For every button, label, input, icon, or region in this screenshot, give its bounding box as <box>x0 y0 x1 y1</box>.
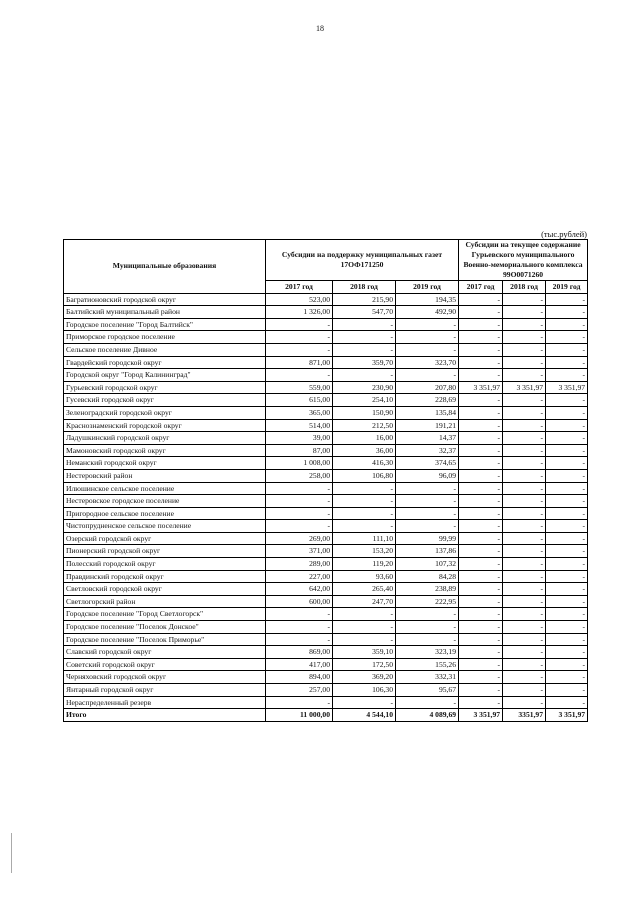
municipality-name: Черняховский городской округ <box>64 671 266 684</box>
subsidy-value: - <box>546 495 588 508</box>
subsidy-value: - <box>459 558 503 571</box>
subsidy-value: 871,00 <box>266 356 333 369</box>
subsidy-value: - <box>333 520 396 533</box>
subsidy-value: - <box>459 495 503 508</box>
subsidy-value: - <box>396 621 459 634</box>
subsidy-value: - <box>459 696 503 709</box>
municipality-name: Городской округ "Город Калининград" <box>64 369 266 382</box>
subsidy-value: - <box>546 318 588 331</box>
subsidy-value: 172,50 <box>333 658 396 671</box>
municipality-name: Зеленоградский городской округ <box>64 406 266 419</box>
subsidy-value: - <box>459 318 503 331</box>
subsidy-value: 1 326,00 <box>266 306 333 319</box>
subsidy-value: - <box>266 482 333 495</box>
municipality-name: Гвардейский городской округ <box>64 356 266 369</box>
table-row <box>64 444 588 457</box>
table-row <box>64 469 588 482</box>
total-row <box>64 709 588 722</box>
subsidy-value: 230,90 <box>333 381 396 394</box>
subsidy-value: - <box>546 507 588 520</box>
municipality-name: Багратионовский городской округ <box>64 293 266 306</box>
subsidy-value: - <box>503 507 546 520</box>
subsidy-value: - <box>459 595 503 608</box>
subsidy-value: - <box>546 570 588 583</box>
subsidy-value: 228,69 <box>396 394 459 407</box>
subsidy-value: 119,20 <box>333 558 396 571</box>
subsidy-value: 642,00 <box>266 583 333 596</box>
table-row <box>64 394 588 407</box>
table-row <box>64 507 588 520</box>
table-row <box>64 583 588 596</box>
subsidy-value: 269,00 <box>266 532 333 545</box>
subsidy-value: - <box>503 469 546 482</box>
table-row <box>64 432 588 445</box>
subsidy-value: 96,09 <box>396 469 459 482</box>
subsidy-value: - <box>546 696 588 709</box>
scan-edge-mark <box>11 833 12 873</box>
subsidy-value: - <box>333 318 396 331</box>
subsidy-value: - <box>503 520 546 533</box>
subsidy-value: - <box>546 658 588 671</box>
subsidy-value: - <box>459 507 503 520</box>
table-row <box>64 369 588 382</box>
subsidy-value: - <box>459 482 503 495</box>
page-number: 18 <box>316 24 324 33</box>
table-row <box>64 457 588 470</box>
municipality-name: Советский городской округ <box>64 658 266 671</box>
table-row <box>64 621 588 634</box>
subsidy-value: - <box>546 621 588 634</box>
municipality-name: Нераспределенный резерв <box>64 696 266 709</box>
subsidy-value: 14,37 <box>396 432 459 445</box>
municipality-name: Нестеровское городское поселение <box>64 495 266 508</box>
subsidy-value: - <box>333 621 396 634</box>
subsidy-value: - <box>546 343 588 356</box>
municipality-name: Пригородное сельское поселение <box>64 507 266 520</box>
subsidy-value: 222,95 <box>396 595 459 608</box>
subsidy-value: 155,26 <box>396 658 459 671</box>
subsidy-value: - <box>266 520 333 533</box>
subsidy-value: - <box>546 482 588 495</box>
subsidy-value: 106,80 <box>333 469 396 482</box>
subsidy-value: - <box>503 419 546 432</box>
subsidy-value: 32,37 <box>396 444 459 457</box>
header-memorial-subsidy: Субсидии на текущее содержание Гурьевского муниципального Военно-мемориального комплекса 99О0071260 <box>459 240 588 281</box>
table-row <box>64 306 588 319</box>
subsidy-value: - <box>503 306 546 319</box>
subsidy-value: - <box>546 671 588 684</box>
subsidy-value: 247,70 <box>333 595 396 608</box>
subsidy-value: - <box>333 343 396 356</box>
unit-note: (тыс.рублей) <box>541 229 587 239</box>
subsidy-value: - <box>503 608 546 621</box>
subsidy-value: 289,00 <box>266 558 333 571</box>
municipality-name: Полесский городской округ <box>64 558 266 571</box>
municipality-name: Итого <box>64 709 266 722</box>
subsidy-value: 36,00 <box>333 444 396 457</box>
subsidy-value: - <box>459 306 503 319</box>
subsidy-value: - <box>459 293 503 306</box>
municipality-name: Светлогорский район <box>64 595 266 608</box>
subsidy-value: 137,86 <box>396 545 459 558</box>
subsidy-value: - <box>546 608 588 621</box>
municipality-name: Правдинский городской округ <box>64 570 266 583</box>
municipality-name: Городское поселение "Поселок Приморье" <box>64 633 266 646</box>
subsidy-value: - <box>459 406 503 419</box>
table-row <box>64 684 588 697</box>
table-row <box>64 671 588 684</box>
subsidy-value: 869,00 <box>266 646 333 659</box>
subsidy-value: 258,00 <box>266 469 333 482</box>
subsidy-value: - <box>503 621 546 634</box>
subsidy-value: 4 089,69 <box>396 709 459 722</box>
municipality-name: Неманский городской округ <box>64 457 266 470</box>
subsidy-value: 107,32 <box>396 558 459 571</box>
subsidy-value: - <box>546 406 588 419</box>
subsidy-value: 323,70 <box>396 356 459 369</box>
header-year: 2018 год <box>333 281 396 294</box>
table-row <box>64 343 588 356</box>
subsidy-value: - <box>459 520 503 533</box>
subsidy-value: - <box>459 532 503 545</box>
subsidy-value: 257,00 <box>266 684 333 697</box>
subsidy-value: 99,99 <box>396 532 459 545</box>
subsidy-value: - <box>459 394 503 407</box>
subsidy-value: 153,20 <box>333 545 396 558</box>
municipality-name: Мамоновский городской округ <box>64 444 266 457</box>
subsidy-value: - <box>333 369 396 382</box>
subsidy-value: 3 351,97 <box>459 381 503 394</box>
table-row <box>64 595 588 608</box>
subsidy-value: - <box>503 671 546 684</box>
subsidy-value: - <box>396 507 459 520</box>
subsidy-value: 332,31 <box>396 671 459 684</box>
subsidy-value: - <box>503 356 546 369</box>
subsidy-value: - <box>503 432 546 445</box>
subsidy-value: - <box>546 633 588 646</box>
table-row <box>64 696 588 709</box>
subsidy-value: - <box>396 482 459 495</box>
subsidy-value: - <box>503 444 546 457</box>
subsidy-value: 4 544,10 <box>333 709 396 722</box>
subsidy-value: - <box>546 558 588 571</box>
subsidy-value: - <box>459 608 503 621</box>
subsidy-value: 16,00 <box>333 432 396 445</box>
subsidy-value: 191,21 <box>396 419 459 432</box>
municipality-name: Городское поселение "Город Балтийск" <box>64 318 266 331</box>
subsidy-value: 95,67 <box>396 684 459 697</box>
subsidy-value: - <box>266 343 333 356</box>
subsidy-value: - <box>396 343 459 356</box>
subsidy-value: - <box>333 495 396 508</box>
municipality-name: Светловский городской округ <box>64 583 266 596</box>
subsidy-value: - <box>396 696 459 709</box>
subsidy-value: 3351,97 <box>503 709 546 722</box>
municipality-name: Ладушкинский городской округ <box>64 432 266 445</box>
subsidy-value: 194,35 <box>396 293 459 306</box>
subsidy-value: 365,00 <box>266 406 333 419</box>
table-row <box>64 545 588 558</box>
table-row <box>64 646 588 659</box>
subsidy-value: - <box>459 356 503 369</box>
table-row <box>64 633 588 646</box>
subsidy-value: - <box>333 608 396 621</box>
subsidy-value: 215,90 <box>333 293 396 306</box>
subsidy-value: 39,00 <box>266 432 333 445</box>
subsidy-value: - <box>546 293 588 306</box>
subsidy-value: - <box>503 684 546 697</box>
subsidy-value: - <box>396 495 459 508</box>
subsidy-value: - <box>266 507 333 520</box>
subsidy-value: - <box>266 621 333 634</box>
municipality-name: Славский городской округ <box>64 646 266 659</box>
subsidy-value: 84,28 <box>396 570 459 583</box>
subsidy-value: - <box>459 684 503 697</box>
subsidy-value: - <box>503 369 546 382</box>
subsidy-value: - <box>459 583 503 596</box>
subsidy-value: 150,90 <box>333 406 396 419</box>
subsidy-value: - <box>546 306 588 319</box>
subsidy-value: - <box>503 646 546 659</box>
subsidy-value: 3 351,97 <box>459 709 503 722</box>
subsidy-value: 547,70 <box>333 306 396 319</box>
table-row <box>64 570 588 583</box>
subsidy-value: 559,00 <box>266 381 333 394</box>
table-row <box>64 381 588 394</box>
municipality-name: Янтарный городской округ <box>64 684 266 697</box>
header-year: 2018 год <box>503 281 546 294</box>
subsidy-value: - <box>546 469 588 482</box>
municipality-name: Илюшинское сельское поселение <box>64 482 266 495</box>
subsidy-value: - <box>503 545 546 558</box>
subsidy-value: - <box>333 633 396 646</box>
subsidy-value: - <box>546 331 588 344</box>
table-row <box>64 293 588 306</box>
table-row <box>64 608 588 621</box>
subsidy-value: - <box>503 406 546 419</box>
municipality-name: Сельское поселение Дивное <box>64 343 266 356</box>
subsidy-value: - <box>333 482 396 495</box>
subsidy-value: - <box>396 633 459 646</box>
subsidy-value: 523,00 <box>266 293 333 306</box>
subsidy-value: - <box>459 457 503 470</box>
subsidy-value: 3 351,97 <box>546 709 588 722</box>
subsidy-value: 359,70 <box>333 356 396 369</box>
table-row <box>64 318 588 331</box>
table-row <box>64 331 588 344</box>
subsidy-value: - <box>503 696 546 709</box>
subsidy-value: - <box>459 658 503 671</box>
subsidy-value: 369,20 <box>333 671 396 684</box>
subsidy-value: - <box>459 671 503 684</box>
subsidy-value: - <box>459 633 503 646</box>
subsidy-value: 323,19 <box>396 646 459 659</box>
subsidy-value: - <box>546 356 588 369</box>
subsidy-value: - <box>266 495 333 508</box>
subsidy-value: 416,30 <box>333 457 396 470</box>
subsidy-value: - <box>459 343 503 356</box>
subsidy-value: - <box>459 444 503 457</box>
subsidy-value: 265,40 <box>333 583 396 596</box>
subsidy-value: 514,00 <box>266 419 333 432</box>
table-row <box>64 532 588 545</box>
municipality-name: Нестеровский район <box>64 469 266 482</box>
municipality-name: Балтийский муниципальный район <box>64 306 266 319</box>
subsidy-value: 106,30 <box>333 684 396 697</box>
municipality-name: Городское поселение "Город Светлогорск" <box>64 608 266 621</box>
subsidy-value: - <box>396 369 459 382</box>
subsidy-value: 492,90 <box>396 306 459 319</box>
subsidy-value: - <box>503 343 546 356</box>
subsidy-value: - <box>503 558 546 571</box>
subsidy-value: - <box>266 318 333 331</box>
table-row <box>64 406 588 419</box>
subsidy-value: - <box>503 457 546 470</box>
municipality-name: Пионерский городской округ <box>64 545 266 558</box>
subsidy-value: - <box>503 583 546 596</box>
subsidy-value: - <box>503 318 546 331</box>
subsidy-value: 254,10 <box>333 394 396 407</box>
subsidy-value: 212,50 <box>333 419 396 432</box>
municipality-name: Приморское городское поселение <box>64 331 266 344</box>
subsidy-value: - <box>546 369 588 382</box>
header-municipality: Муниципальные образования <box>64 240 266 294</box>
subsidy-value: - <box>503 532 546 545</box>
subsidy-value: - <box>546 432 588 445</box>
subsidy-value: 238,89 <box>396 583 459 596</box>
table-row <box>64 356 588 369</box>
subsidy-value: - <box>503 331 546 344</box>
subsidy-value: - <box>396 520 459 533</box>
header-year: 2019 год <box>546 281 588 294</box>
subsidy-value: - <box>459 419 503 432</box>
subsidy-value: - <box>503 633 546 646</box>
subsidy-value: 894,00 <box>266 671 333 684</box>
municipality-name: Чистопрудненское сельское поселение <box>64 520 266 533</box>
subsidy-value: - <box>459 369 503 382</box>
municipality-name: Озерский городской округ <box>64 532 266 545</box>
subsidy-value: - <box>459 469 503 482</box>
subsidy-value: 11 000,00 <box>266 709 333 722</box>
subsidy-value: - <box>333 507 396 520</box>
subsidy-value: - <box>546 595 588 608</box>
subsidy-value: - <box>503 394 546 407</box>
subsidy-value: - <box>546 520 588 533</box>
subsidy-value: - <box>503 495 546 508</box>
subsidy-value: - <box>333 696 396 709</box>
subsidy-value: - <box>546 684 588 697</box>
subsidy-value: 371,00 <box>266 545 333 558</box>
subsidy-value: 3 351,97 <box>546 381 588 394</box>
subsidy-value: - <box>459 646 503 659</box>
subsidy-value: - <box>459 331 503 344</box>
table-row <box>64 520 588 533</box>
municipality-name: Краснознаменский городской округ <box>64 419 266 432</box>
subsidy-value: - <box>546 532 588 545</box>
header-year: 2017 год <box>459 281 503 294</box>
subsidy-value: - <box>546 394 588 407</box>
subsidy-value: - <box>266 633 333 646</box>
subsidy-value: - <box>503 570 546 583</box>
municipality-name: Гурьевский городской округ <box>64 381 266 394</box>
subsidy-value: 93,60 <box>333 570 396 583</box>
subsidy-value: - <box>459 545 503 558</box>
subsidy-value: - <box>546 583 588 596</box>
subsidy-value: - <box>546 545 588 558</box>
subsidy-value: - <box>546 457 588 470</box>
table-row <box>64 419 588 432</box>
subsidy-value: - <box>459 621 503 634</box>
subsidy-value: - <box>396 608 459 621</box>
table-row <box>64 658 588 671</box>
subsidy-value: 600,00 <box>266 595 333 608</box>
subsidy-value: - <box>266 331 333 344</box>
municipality-name: Гусевский городской округ <box>64 394 266 407</box>
subsidy-value: - <box>503 658 546 671</box>
header-year: 2017 год <box>266 281 333 294</box>
subsidy-table <box>63 239 588 722</box>
subsidy-value: 207,80 <box>396 381 459 394</box>
subsidy-value: 1 008,00 <box>266 457 333 470</box>
subsidy-value: 3 351,97 <box>503 381 546 394</box>
header-newspaper-subsidy: Субсидии на поддержку муниципальных газет 17ОФ171250 <box>266 240 459 281</box>
table-row <box>64 482 588 495</box>
header-year: 2019 год <box>396 281 459 294</box>
subsidy-value: - <box>396 318 459 331</box>
table-row <box>64 558 588 571</box>
subsidy-value: - <box>546 444 588 457</box>
municipality-name: Городское поселение "Поселок Донское" <box>64 621 266 634</box>
subsidy-value: 417,00 <box>266 658 333 671</box>
subsidy-value: 227,00 <box>266 570 333 583</box>
subsidy-value: 87,00 <box>266 444 333 457</box>
subsidy-value: - <box>503 595 546 608</box>
subsidy-value: - <box>459 432 503 445</box>
subsidy-value: - <box>333 331 396 344</box>
subsidy-value: 111,10 <box>333 532 396 545</box>
subsidy-value: - <box>266 369 333 382</box>
subsidy-value: 374,65 <box>396 457 459 470</box>
subsidy-value: - <box>266 608 333 621</box>
subsidy-value: 615,00 <box>266 394 333 407</box>
subsidy-value: 359,10 <box>333 646 396 659</box>
subsidy-value: - <box>546 419 588 432</box>
subsidy-value: - <box>546 646 588 659</box>
subsidy-value: - <box>503 293 546 306</box>
subsidy-value: 135,84 <box>396 406 459 419</box>
subsidy-value: - <box>266 696 333 709</box>
subsidy-value: - <box>459 570 503 583</box>
subsidy-value: - <box>396 331 459 344</box>
table-row <box>64 495 588 508</box>
subsidy-value: - <box>503 482 546 495</box>
